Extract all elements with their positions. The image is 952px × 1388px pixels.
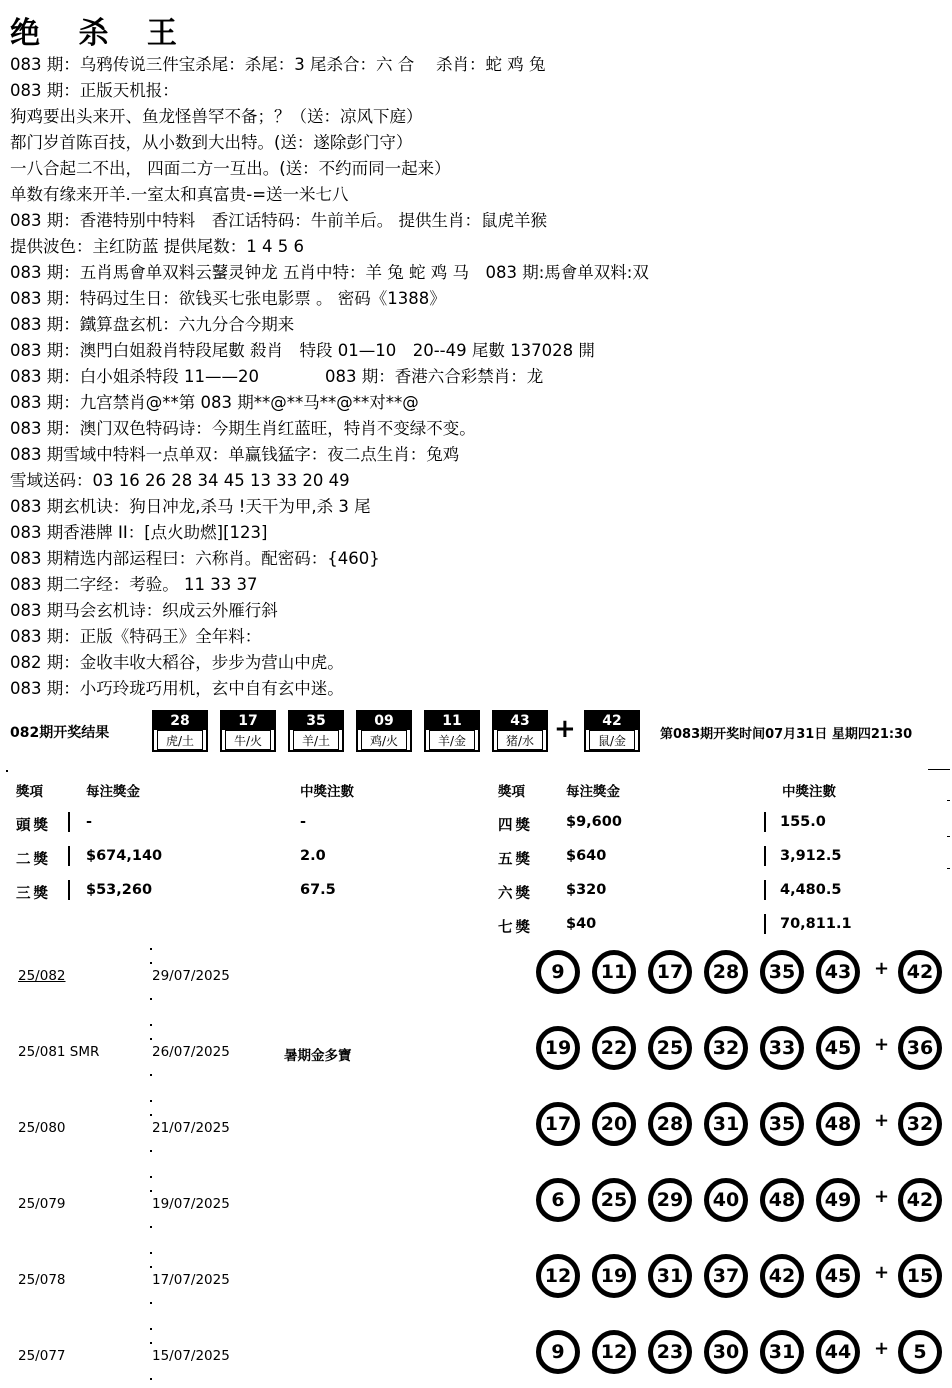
draw-date: 21/07/2025: [152, 1120, 230, 1136]
prize-name: 二獎: [16, 852, 51, 868]
draw-ball: 19: [592, 1254, 636, 1298]
text-line: 083 期：五肖馬會单双料云鼜灵钟龙 五肖中特：羊 兔 蛇 鸡 马 083 期:馬會单双料:双: [10, 263, 649, 282]
result-ball-number: 17: [222, 712, 274, 730]
special-ball: [584, 710, 640, 752]
result-ball-zodiac: 羊/土: [293, 730, 339, 750]
draw-ball: 45: [816, 1026, 860, 1070]
cell-divider: [68, 880, 70, 900]
cell-divider: [764, 880, 766, 900]
prize-winners: 155.0: [780, 814, 826, 830]
prize-amount: $320: [566, 882, 607, 898]
divider-line: [928, 769, 950, 770]
last-result-label: 082期开奖结果: [10, 725, 110, 741]
text-line: 狗鸡要出头来开、鱼龙怪兽罕不备；？（送：凉风下庭）: [10, 107, 423, 126]
result-ball-number: 35: [290, 712, 342, 730]
text-line: 083 期：白小姐杀特段 11——20 083 期：香港六合彩禁肖：龙: [10, 367, 544, 386]
text-line: 083 期：澳門白姐殺肖特段尾數 殺肖 特段 01—10 20--49 尾數 137028 開: [10, 341, 595, 360]
separator-dot: [150, 1114, 152, 1116]
draw-id: 25/077: [18, 1348, 66, 1364]
draw-ball: 28: [704, 950, 748, 994]
result-ball-zodiac: 鸡/火: [361, 730, 407, 750]
separator-dot: [150, 1342, 152, 1344]
separator-dot: [150, 1100, 152, 1102]
header-winners: 中獎注數: [300, 784, 354, 800]
draw-ball: 49: [816, 1178, 860, 1222]
divider-tick: [947, 800, 950, 801]
result-ball-number: 11: [426, 712, 478, 730]
draw-ball: 20: [592, 1102, 636, 1146]
draw-ball: 17: [648, 950, 692, 994]
draw-note: 暑期金多寶: [284, 1048, 352, 1064]
separator-dot: [150, 1378, 152, 1380]
result-ball-number: 09: [358, 712, 410, 730]
special-draw-ball: 42: [898, 950, 942, 994]
draw-ball: 44: [816, 1330, 860, 1374]
draw-ball: 31: [760, 1330, 804, 1374]
text-line: 雪域送码：03 16 26 28 34 45 13 33 20 49: [10, 471, 350, 490]
prize-name: 六獎: [498, 886, 533, 902]
draw-date: 19/07/2025: [152, 1196, 230, 1212]
prize-winners: -: [300, 814, 307, 830]
draw-ball: 9: [536, 1330, 580, 1374]
prediction-lines: [10, 52, 950, 702]
text-line: 083 期：正版《特码王》全年料：: [10, 627, 262, 646]
divider-dot: [6, 770, 8, 772]
draw-ball: 43: [816, 950, 860, 994]
text-line: 083 期：特码过生日：欲钱买七张电影票 。 密码《1388》: [10, 289, 446, 308]
result-ball-zodiac: 虎/土: [157, 730, 203, 750]
text-line: 082 期：金收丰收大稻谷，步步为营山中虎。: [10, 653, 344, 672]
draw-ball: 31: [648, 1254, 692, 1298]
separator-dot: [150, 1328, 152, 1330]
draw-ball: 32: [704, 1026, 748, 1070]
prize-amount: $640: [566, 848, 607, 864]
text-line: 083 期香港牌 II：[点火助燃][123]: [10, 523, 268, 542]
prize-winners: 4,480.5: [780, 882, 842, 898]
prize-name: 五獎: [498, 852, 533, 868]
header-winners: 中獎注數: [782, 784, 836, 800]
plus-sign: +: [874, 1186, 890, 1207]
separator-dot: [150, 1252, 152, 1254]
separator-dot: [150, 1024, 152, 1026]
last-result-row: [10, 708, 952, 754]
draw-date: 26/07/2025: [152, 1044, 230, 1060]
separator-dot: [150, 1266, 152, 1268]
prize-name: 頭獎: [16, 818, 51, 834]
header-amount: 每注獎金: [566, 784, 620, 800]
history-row: [18, 1100, 952, 1160]
special-draw-ball: 15: [898, 1254, 942, 1298]
separator-dot: [150, 1074, 152, 1076]
result-ball: [220, 710, 276, 752]
special-ball-number: 42: [586, 712, 638, 730]
result-ball-number: 43: [494, 712, 546, 730]
prize-winners: 67.5: [300, 882, 336, 898]
text-line: 083 期：九宫禁肖@**第 083 期**@**马**@**对**@: [10, 393, 419, 412]
special-draw-ball: 32: [898, 1102, 942, 1146]
cell-divider: [764, 812, 766, 832]
plus-sign: +: [874, 1110, 890, 1131]
draw-ball: 40: [704, 1178, 748, 1222]
draw-ball: 37: [704, 1254, 748, 1298]
prize-winners: 3,912.5: [780, 848, 842, 864]
result-ball-zodiac: 猪/水: [497, 730, 543, 750]
draw-ball: 9: [536, 950, 580, 994]
text-line: 都门岁首陈百技，从小数到大出特。(送：遂除彭门守）: [10, 133, 413, 152]
text-line: 提供波色：主红防蓝 提供尾数：1 4 5 6: [10, 237, 304, 256]
header-item: 獎項: [498, 784, 525, 800]
draw-ball: 25: [592, 1178, 636, 1222]
cell-divider: [68, 812, 70, 832]
history-row: [18, 1328, 952, 1388]
prize-winners: 70,811.1: [780, 916, 852, 932]
text-line: 083 期雪域中特料一点单双：单赢钱猛字：夜二点生肖：兔鸡: [10, 445, 460, 464]
text-line: 083 期二字经：考验。 11 33 37: [10, 575, 258, 594]
draw-id: 25/079: [18, 1196, 66, 1212]
text-line: 083 期：鐵算盘玄机：六九分合今期来: [10, 315, 295, 334]
draw-ball: 35: [760, 1102, 804, 1146]
text-line: 083 期精选内部运程曰：六称肖。配密码：{460}: [10, 549, 380, 568]
divider-tick: [947, 836, 950, 837]
cell-divider: [764, 914, 766, 934]
cell-divider: [68, 846, 70, 866]
result-ball-zodiac: 羊/金: [429, 730, 475, 750]
plus-sign: +: [874, 1338, 890, 1359]
draw-ball: 30: [704, 1330, 748, 1374]
prize-amount: $9,600: [566, 814, 622, 830]
history-row: [18, 948, 952, 1008]
plus-sign: +: [554, 714, 576, 744]
draw-id: 25/080: [18, 1120, 66, 1136]
draw-ball: 25: [648, 1026, 692, 1070]
special-draw-ball: 42: [898, 1178, 942, 1222]
draw-ball: 17: [536, 1102, 580, 1146]
prize-amount: $53,260: [86, 882, 153, 898]
prize-winners: 2.0: [300, 848, 326, 864]
separator-dot: [150, 998, 152, 1000]
text-line: 083 期：澳门双色特码诗：今期生肖红蓝旺，特肖不变绿不变。: [10, 419, 476, 438]
result-ball: [288, 710, 344, 752]
special-ball-zodiac: 鼠/金: [589, 730, 635, 750]
text-line: 083 期：正版天机报：: [10, 81, 179, 100]
draw-ball: 28: [648, 1102, 692, 1146]
plus-sign: +: [874, 1262, 890, 1283]
text-line: 083 期：小巧玲珑巧用机，玄中自有玄中迷。: [10, 679, 344, 698]
result-ball-zodiac: 牛/火: [225, 730, 271, 750]
text-line: 一八合起二不出， 四面二方一互出。(送：不约而同一起来）: [10, 159, 451, 178]
separator-dot: [150, 1150, 152, 1152]
text-line: 083 期：乌鸦传说三件宝杀尾：杀尾：3 尾杀合：六 合 杀肖：蛇 鸡 兔: [10, 55, 546, 74]
draw-ball: 31: [704, 1102, 748, 1146]
divider-tick: [947, 868, 950, 869]
draw-ball: 45: [816, 1254, 860, 1298]
cell-divider: [764, 846, 766, 866]
special-draw-ball: 36: [898, 1026, 942, 1070]
draw-ball: 22: [592, 1026, 636, 1070]
result-ball-number: 28: [154, 712, 206, 730]
separator-dot: [150, 1226, 152, 1228]
result-ball: [152, 710, 208, 752]
draw-date: 29/07/2025: [152, 968, 230, 984]
page-title: 绝 杀 王: [10, 16, 191, 51]
separator-dot: [150, 1176, 152, 1178]
separator-dot: [150, 1190, 152, 1192]
draw-ball: 29: [648, 1178, 692, 1222]
header-amount: 每注獎金: [86, 784, 140, 800]
special-draw-ball: 5: [898, 1330, 942, 1374]
prize-amount: $40: [566, 916, 597, 932]
draw-ball: 23: [648, 1330, 692, 1374]
draw-ball: 6: [536, 1178, 580, 1222]
separator-dot: [150, 948, 152, 950]
draw-ball: 48: [760, 1178, 804, 1222]
next-draw-time: 第083期开奖时间07月31日 星期四21:30: [660, 727, 913, 742]
result-ball: [492, 710, 548, 752]
draw-date: 17/07/2025: [152, 1272, 230, 1288]
result-ball: [356, 710, 412, 752]
text-line: 083 期马会玄机诗：织成云外雁行斜: [10, 601, 278, 620]
plus-sign: +: [874, 958, 890, 979]
draw-ball: 42: [760, 1254, 804, 1298]
separator-dot: [150, 962, 152, 964]
draw-id: 25/081 SMR: [18, 1044, 100, 1060]
draw-ball: 33: [760, 1026, 804, 1070]
prize-name: 七獎: [498, 920, 533, 936]
history-row: [18, 1176, 952, 1236]
plus-sign: +: [874, 1034, 890, 1055]
draw-date: 15/07/2025: [152, 1348, 230, 1364]
header-item: 獎項: [16, 784, 43, 800]
prize-amount: $674,140: [86, 848, 163, 864]
history-row: [18, 1252, 952, 1312]
draw-ball: 12: [536, 1254, 580, 1298]
result-ball: [424, 710, 480, 752]
draw-ball: 48: [816, 1102, 860, 1146]
history-row: [18, 1024, 952, 1084]
prize-name: 三獎: [16, 886, 51, 902]
draw-id: 25/078: [18, 1272, 66, 1288]
separator-dot: [150, 1302, 152, 1304]
text-line: 083 期：香港特别中特料 香江话特码：牛前羊后。 提供生肖：鼠虎羊猴: [10, 211, 547, 230]
separator-dot: [150, 1038, 152, 1040]
prize-name: 四獎: [498, 818, 533, 834]
draw-ball: 12: [592, 1330, 636, 1374]
prize-amount: -: [86, 814, 93, 830]
draw-ball: 11: [592, 950, 636, 994]
draw-id[interactable]: 25/082: [18, 968, 66, 984]
draw-ball: 19: [536, 1026, 580, 1070]
text-line: 083 期玄机诀：狗日冲龙,杀马 !天干为甲,杀 3 尾: [10, 497, 371, 516]
draw-ball: 35: [760, 950, 804, 994]
text-line: 单数有缘来开羊.一室太和真富贵-=送一米七八: [10, 185, 349, 204]
